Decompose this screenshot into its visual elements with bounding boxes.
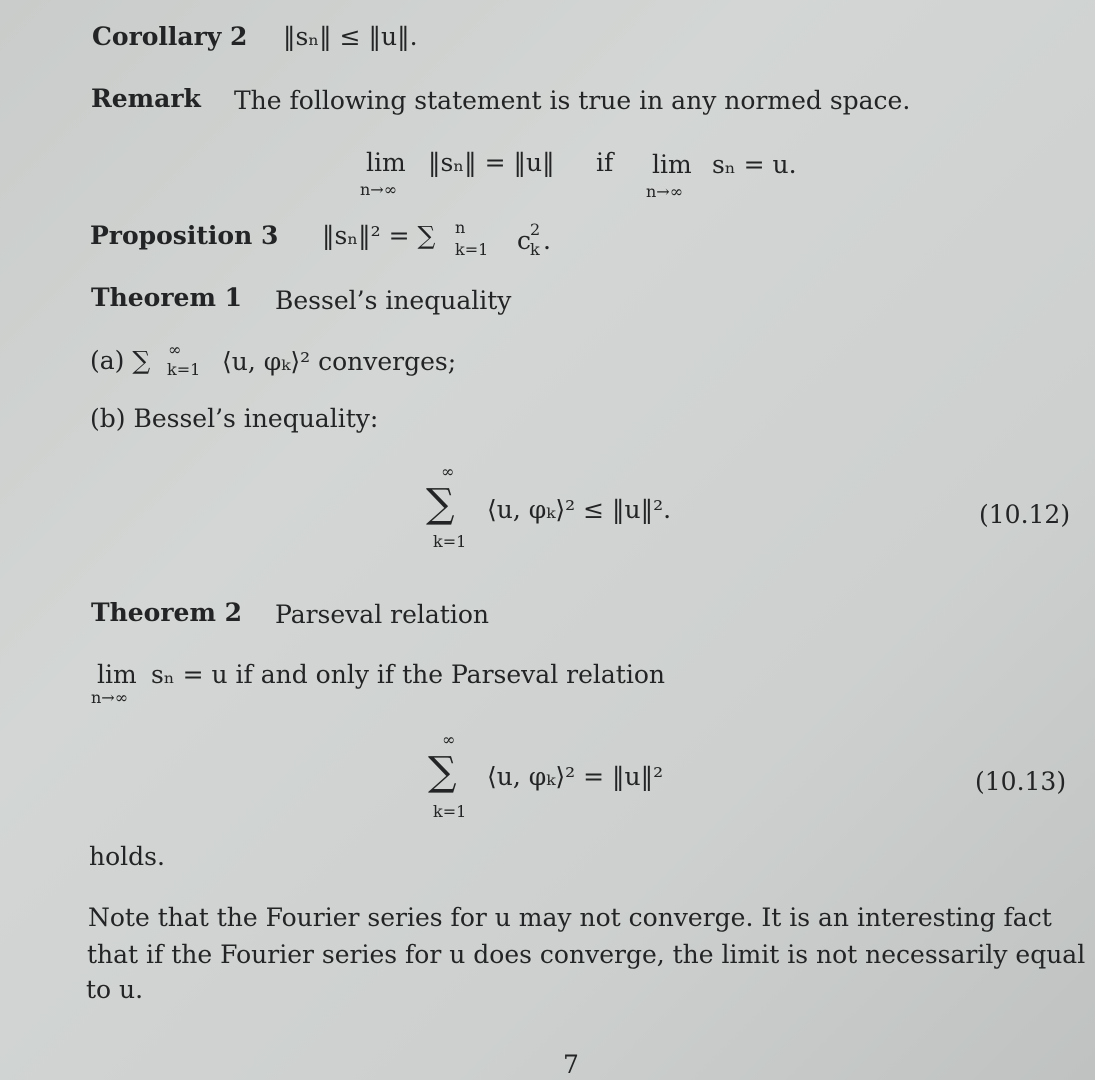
proposition-term: c (517, 226, 532, 255)
theorem1-item-a-body: ⟨u, φₖ⟩² converges; (222, 347, 457, 376)
eq1013-sigma: ∑ (428, 749, 457, 795)
remark-lim-2: lim (652, 150, 692, 179)
theorem1-item-a-prefix: (a) ∑ (90, 346, 151, 375)
theorem1-item-a-sup: ∞ (168, 340, 182, 359)
proposition-term-sub: k (530, 240, 540, 259)
remark-if: if (596, 148, 614, 177)
theorem1-item-b: (b) Bessel’s inequality: (90, 404, 379, 433)
theorem2-title: Parseval relation (275, 600, 489, 629)
eq1013-body: ⟨u, φₖ⟩² = ‖u‖² (487, 762, 664, 791)
remark-lim-1: lim (366, 148, 406, 177)
proposition-sum-sub: k=1 (455, 240, 489, 259)
theorem1-title: Bessel’s inequality (275, 286, 512, 315)
note-line-2: that if the Fourier series for u does converge, the limit is not necessarily equal (87, 940, 1086, 969)
eq1012-sum-top: ∞ (441, 462, 455, 481)
theorem1-label: Theorem 1 (91, 283, 242, 312)
remark-lim-under-1: n→∞ (360, 180, 398, 199)
proposition-tail: . (543, 226, 551, 255)
remark-label: Remark (91, 84, 201, 113)
eq1012-sum-bottom: k=1 (433, 532, 467, 551)
page-number: 7 (563, 1050, 579, 1079)
note-line-3: to u. (86, 975, 144, 1004)
theorem2-statement: sₙ = u if and only if the Parseval relation (151, 660, 665, 689)
eq1013-sum-top: ∞ (442, 730, 456, 749)
proposition-formula: ‖sₙ‖² = ∑ (322, 221, 436, 250)
theorem2-lim: lim (97, 660, 137, 689)
remark-text: The following statement is true in any normed space. (234, 86, 911, 115)
eq1012-sigma: ∑ (426, 481, 455, 527)
proposition-term-sup: 2 (530, 220, 541, 239)
remark-lim-under-2: n→∞ (646, 182, 684, 201)
note-line-1: Note that the Fourier series for u may not converge. It is an interesting fact (88, 903, 1052, 932)
theorem2-lim-under: n→∞ (91, 688, 129, 707)
eq1013-number: (10.13) (975, 767, 1067, 796)
remark-left-eq: ‖sₙ‖ = ‖u‖ (428, 148, 555, 177)
theorem2-label: Theorem 2 (91, 598, 242, 627)
corollary-label: Corollary 2 (92, 22, 248, 51)
remark-right-eq: sₙ = u. (712, 150, 797, 179)
corollary-formula: ‖sₙ‖ ≤ ‖u‖. (283, 22, 418, 51)
eq1013-sum-bottom: k=1 (433, 802, 467, 821)
theorem2-holds: holds. (89, 842, 165, 871)
theorem1-item-a-sub: k=1 (167, 360, 201, 379)
proposition-sum-sup: n (455, 218, 466, 237)
eq1012-number: (10.12) (979, 500, 1071, 529)
eq1012-body: ⟨u, φₖ⟩² ≤ ‖u‖². (487, 495, 672, 524)
proposition-label: Proposition 3 (90, 221, 279, 250)
